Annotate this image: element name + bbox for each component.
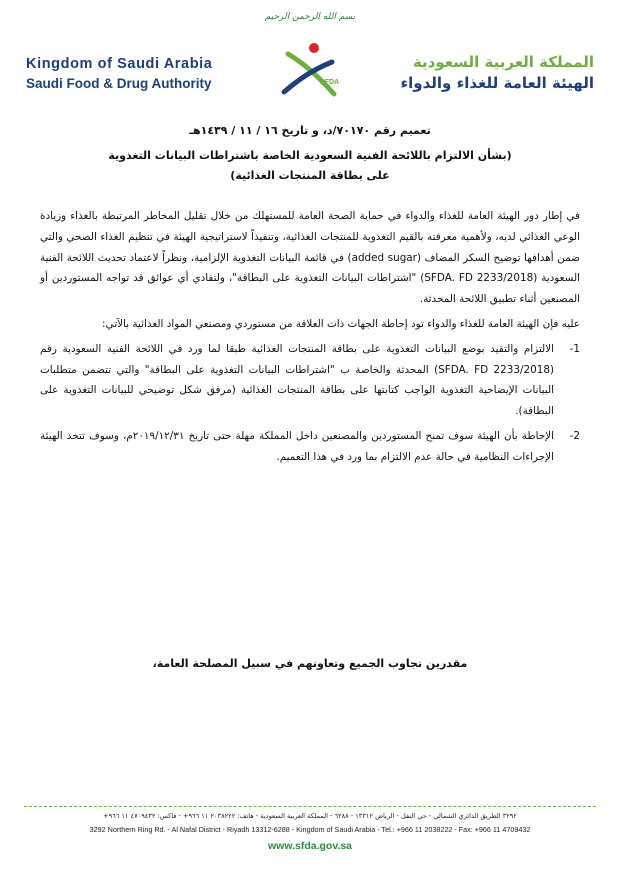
list-item-number: 1-	[569, 342, 580, 355]
header-english	[26, 54, 212, 94]
footer-website-link[interactable]: www.sfda.gov.sa	[267, 840, 353, 852]
english-authority-name: Saudi Food & Drug Authority	[26, 76, 212, 91]
logo-red-dot	[309, 43, 319, 53]
footer-arabic-address: ٣٢٩٢ الطريق الدائري الشمالي - حي النفل - الرياض ١٣٣١٢ - ٦٢٨٨ - المملكة العربية السعودية - هاتف: ٢٠٣٨٢٢٢ ١١ ٩٦٦+ - فاكس: ٤٧٠٩٤٣٢ ١١ ٩٦٦+	[103, 812, 517, 820]
memo-reference: تعميم رقم ٧٠١٧٠/د، و تاريخ ١٦ / ١١ / ١٤٣٩هـ	[189, 124, 431, 137]
body-paragraph-2: عليه فإن الهيئة العامة للغذاء والدواء تود إحاطة الجهات ذات العلاقة من مستوردي ومصنعي المواد الغذائية بالآتي:	[102, 317, 580, 330]
body-paragraph-1: في إطار دور الهيئة العامة للغذاء والدواء في حماية الصحة العامة للمستهلك من خلال تقليل المخاطر المرتبطة بالغذاء وزيادة الوعي الغذائي لديه، ولأهمية معرفته بالقيم التغذوية للمنتجات الغذائية، وتنفيذاً لاستراتيجية الهيئة في تنظيم الغذاء الصحي والتي ضمن أهدافها توضيح السكر المضاف (added sugar) في قائمة البيانات التغذوية الإلزامية، ونظراً لاعتماد تحديث اللائحة الفنية السعودية (SFDA. FD 2233/2018) "اشتراطات البيانات التغذوية على البطاقة"، ولتفادي أي عوائق قد تواجه المستوردين أو المصنعين أثناء تطبيق اللائحة المحدثة.	[40, 210, 580, 306]
list-item-text: الإحاطة بأن الهيئة سوف تمنح المستوردين والمصنعين داخل المملكة مهلة حتى تاريخ ٢٠١٩/١٢/٣١م، وسوف تتخذ الهيئة الإجراءات النظامية في حالة عدم الالتزام بما ورد في هذا التعميم.	[40, 429, 554, 463]
english-country-name: Kingdom of Saudi Arabia	[26, 56, 213, 72]
memo-subject-line2: على بطاقة المنتجات الغذائية)	[230, 169, 390, 182]
memo-subject	[34, 146, 586, 186]
list-item	[40, 426, 580, 468]
footer	[0, 806, 620, 852]
sfda-logo-icon	[268, 40, 352, 100]
arabic-country-name: المملكة العربية السعودية	[412, 53, 594, 71]
list-item	[40, 339, 580, 422]
memo-body	[40, 206, 580, 472]
arabic-authority-name: الهيئة العامة للغذاء والدواء	[400, 74, 594, 92]
basmala-calligraphy: بسم الله الرحمن الرحيم	[264, 12, 356, 22]
header-arabic	[400, 52, 594, 94]
closing-line: مقدرين تجاوب الجميع وتعاونهم في سبيل المصلحة العامة،	[152, 657, 468, 670]
list-item-number: 2-	[569, 429, 580, 442]
memo-subject-line1: (بشأن الالتزام باللائحة الفنية السعودية الخاصة باشتراطات البيانات التغذوية	[108, 149, 512, 162]
logo-text: SFDA	[320, 79, 340, 86]
footer-divider	[24, 806, 596, 807]
list-item-text: الالتزام والتقيد بوضع البيانات التغذوية على بطاقة المنتجات الغذائية طبقا لما ورد في اللائحة الفنية السعودية رقم (SFDA. FD 2233/2018) المحدثة والخاصة ب "اشتراطات البيانات التغذوية على البطاقة" والتي تتضمن متطلبات البيانات الإيضاحية التغذوية الواجب كتابتها على بطاقة المنتجات الغذائية (مرفق شكل توضيحي للبيانات التغذوية على البطاقة).	[40, 342, 555, 418]
footer-english-address: 3292 Northern Ring Rd. - Al Nafal District - Riyadh 13312-6288 - Kingdom of Saudi Arabia - Tel.: +966 11 2038222 - Fax: +966 11 4709432	[89, 825, 531, 834]
